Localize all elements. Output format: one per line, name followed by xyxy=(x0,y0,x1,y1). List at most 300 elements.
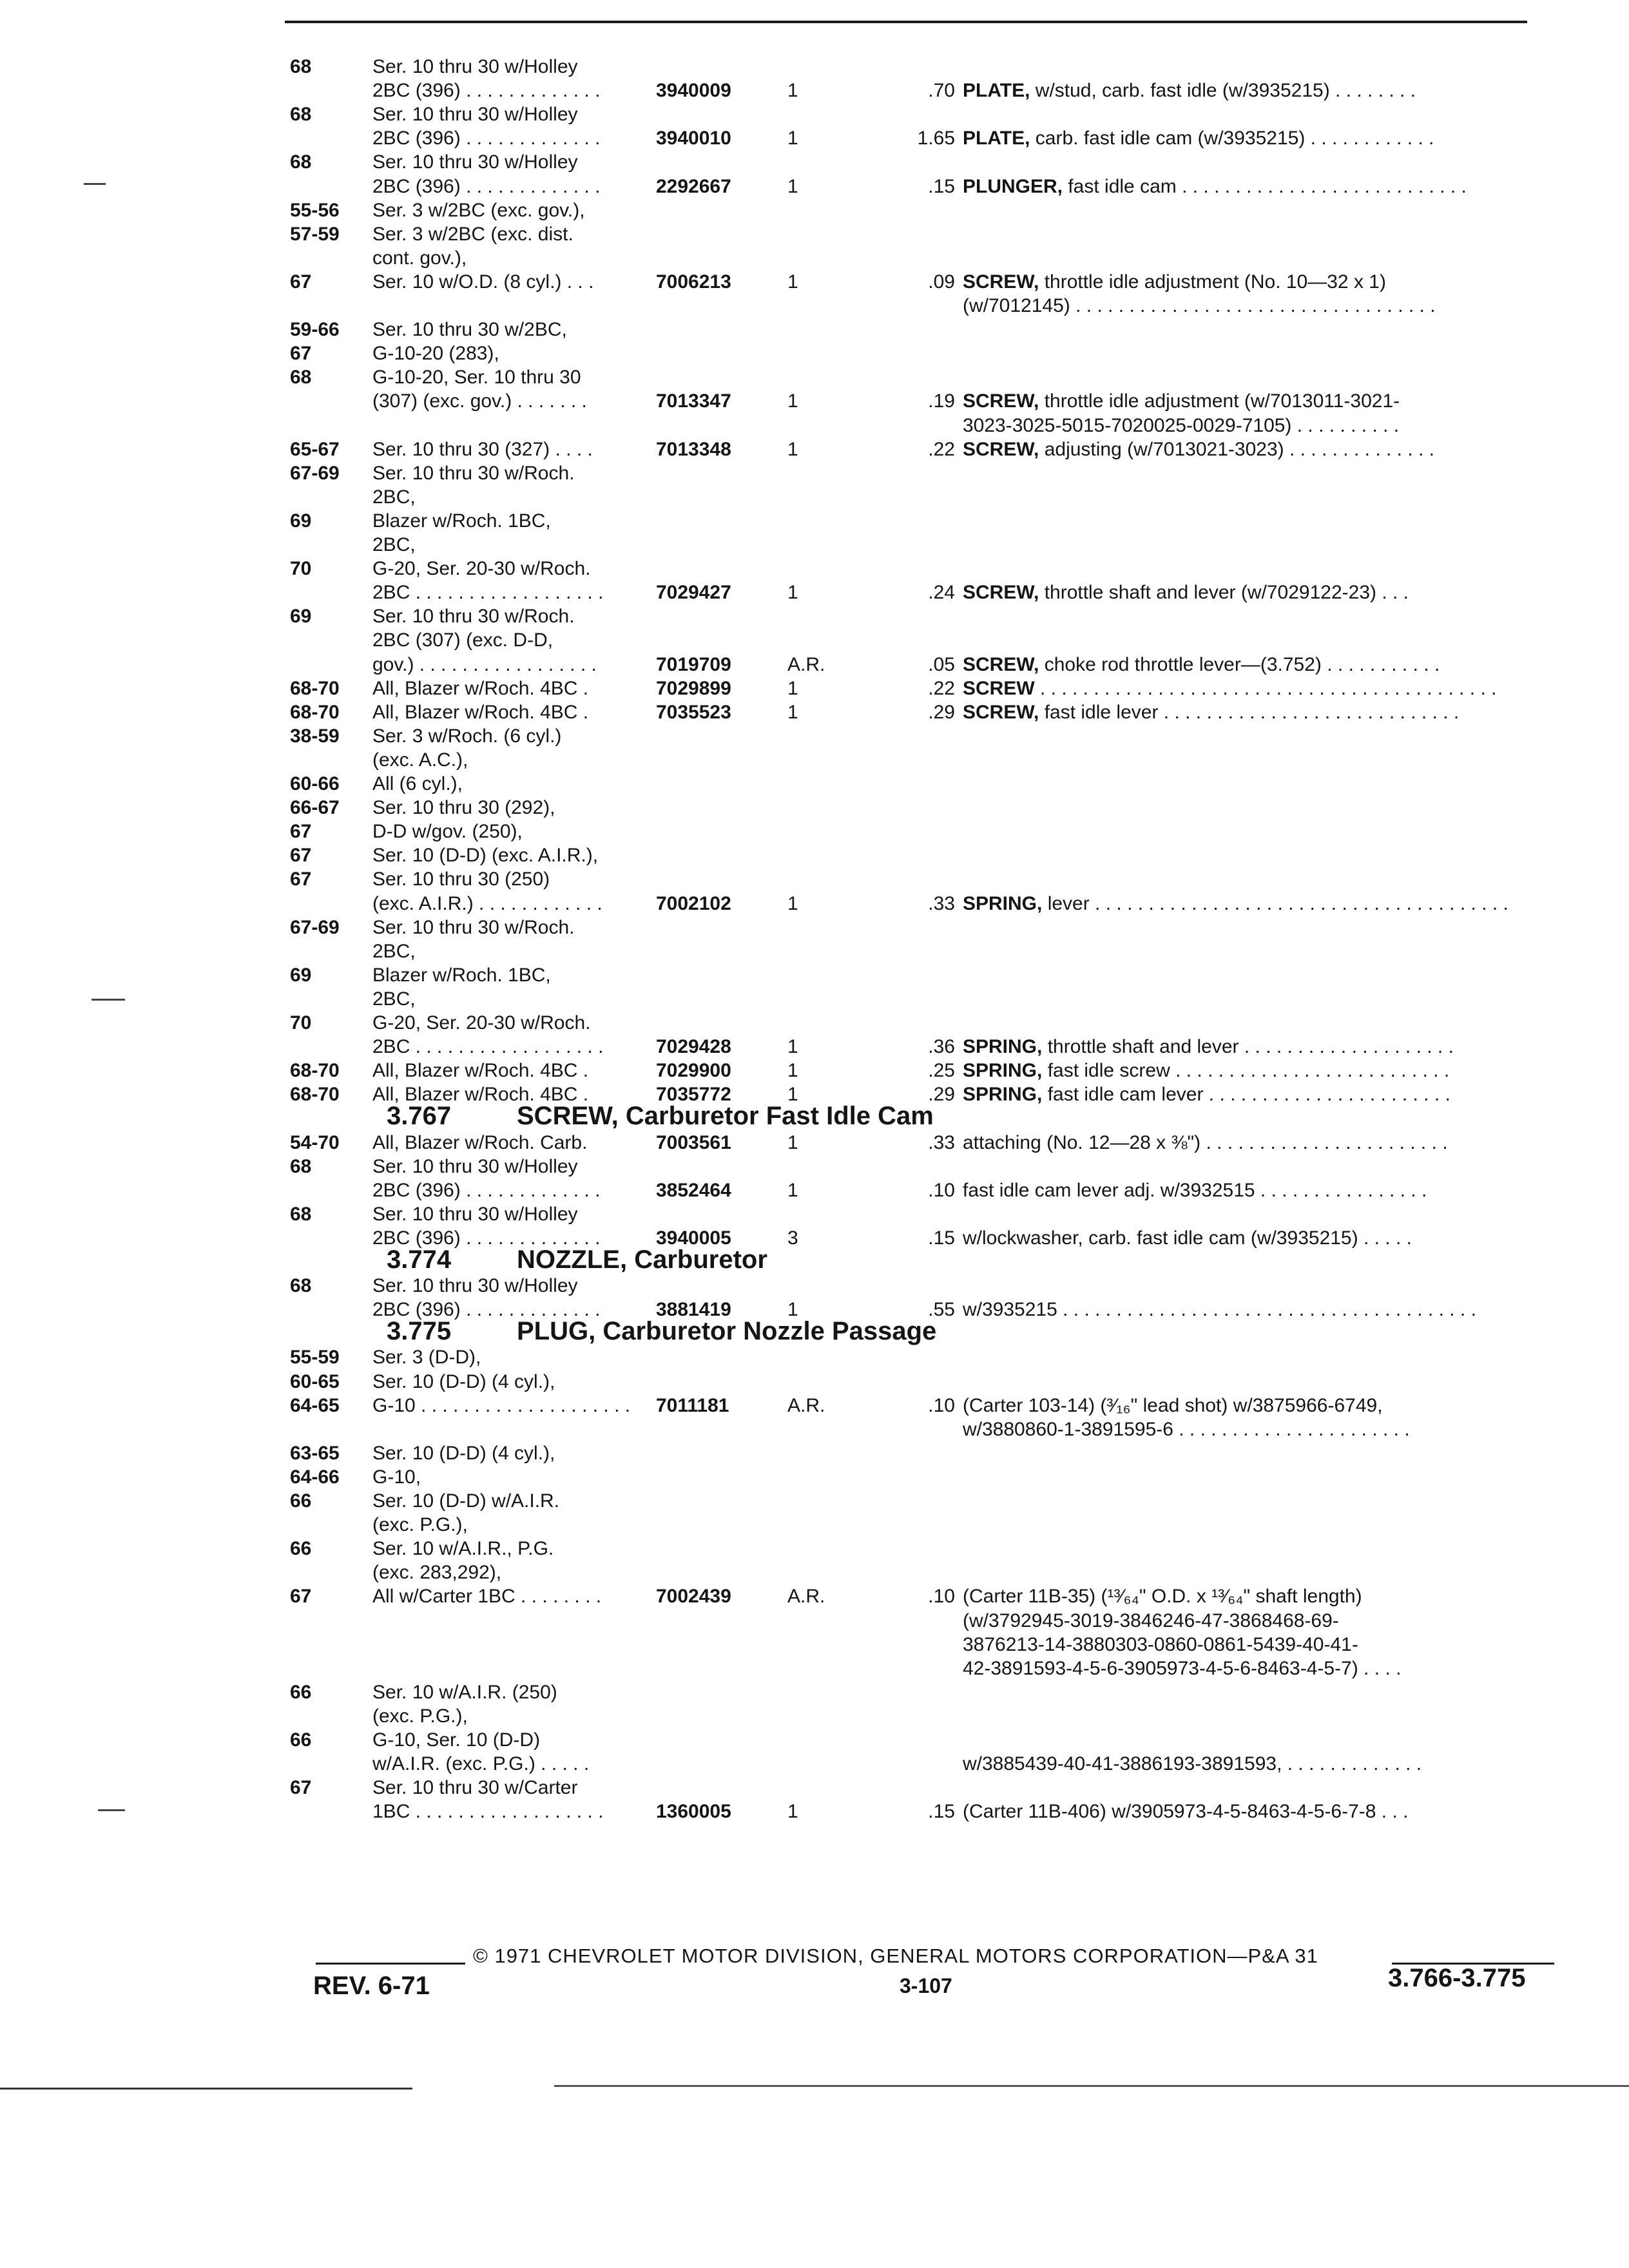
model-years: 69 xyxy=(290,606,312,627)
model-years: 59-66 xyxy=(290,319,340,340)
application: All, Blazer w/Roch. Carb. xyxy=(372,1132,588,1153)
listing-row xyxy=(0,628,1629,653)
listing-row xyxy=(0,532,1629,558)
listing-row xyxy=(0,1369,1629,1395)
quantity: 1 xyxy=(787,582,798,603)
application: G-10-20, Ser. 10 thru 30 xyxy=(372,367,581,388)
listing-row xyxy=(0,867,1629,892)
list-price: .33 xyxy=(928,1132,955,1153)
part-description xyxy=(963,1178,1427,1204)
model-years: 67 xyxy=(290,821,312,842)
part-detail: throttle shaft and lever . . . . . . . . . . . . . . . . . . . . xyxy=(1042,1036,1454,1057)
part-description xyxy=(963,293,1436,319)
list-price: .25 xyxy=(928,1060,955,1081)
application: Ser. 10 thru 30 (250) xyxy=(372,869,550,890)
model-years: 67 xyxy=(290,1586,312,1607)
application: 2BC . . . . . . . . . . . . . . . . . . xyxy=(372,1036,604,1057)
part-number: 7006213 xyxy=(656,271,731,293)
section-number: 3.775 xyxy=(387,1317,452,1345)
part-number: 3881419 xyxy=(656,1299,731,1320)
quantity: 1 xyxy=(787,439,798,460)
listing-row xyxy=(0,1584,1629,1610)
list-price: .05 xyxy=(928,654,955,675)
part-description xyxy=(963,1393,1383,1419)
listing-row xyxy=(0,891,1629,917)
model-years: 66 xyxy=(290,1682,312,1703)
listing-row xyxy=(0,771,1629,797)
quantity: 1 xyxy=(787,271,798,293)
part-detail: (w/3792945-3019-3846246-47-3868468-69- xyxy=(963,1610,1339,1631)
part-description xyxy=(963,1417,1410,1443)
application: (exc. 283,292), xyxy=(372,1562,502,1583)
application: 2BC (396) . . . . . . . . . . . . . xyxy=(372,1180,601,1201)
part-number: 7013347 xyxy=(656,390,731,412)
application: (exc. P.G.), xyxy=(372,1706,468,1727)
listing-row xyxy=(0,389,1629,414)
quantity: A.R. xyxy=(787,1395,825,1416)
part-number: 7035523 xyxy=(656,702,731,723)
listing-row xyxy=(0,1632,1629,1658)
list-price: .15 xyxy=(928,1227,955,1249)
part-number: 2292667 xyxy=(656,176,731,197)
application: G-10, Ser. 10 (D-D) xyxy=(372,1729,541,1751)
model-years: 68 xyxy=(290,151,312,173)
application: w/A.I.R. (exc. P.G.) . . . . . xyxy=(372,1753,590,1774)
listing-row xyxy=(0,413,1629,439)
part-description xyxy=(963,78,1416,104)
model-years: 68-70 xyxy=(290,1084,340,1105)
quantity: 1 xyxy=(787,702,798,723)
part-detail: throttle shaft and lever (w/7029122-23) . . . xyxy=(1039,582,1409,603)
part-detail: fast idle cam . . . . . . . . . . . . . . . . . . . . . . . . . . . xyxy=(1063,176,1467,197)
list-price: .10 xyxy=(928,1586,955,1607)
model-years: 67-69 xyxy=(290,463,340,484)
model-years: 68 xyxy=(290,1156,312,1177)
quantity: 3 xyxy=(787,1227,798,1249)
model-years: 38-59 xyxy=(290,726,340,747)
model-years: 67 xyxy=(290,271,312,293)
application: All (6 cyl.), xyxy=(372,773,463,794)
listing-row xyxy=(0,1799,1629,1825)
application: Blazer w/Roch. 1BC, xyxy=(372,510,551,532)
part-noun: SCREW, xyxy=(963,702,1039,723)
listing-row xyxy=(0,1441,1629,1466)
list-price: .24 xyxy=(928,582,955,603)
application: All, Blazer w/Roch. 4BC . xyxy=(372,1060,589,1081)
list-price: .09 xyxy=(928,271,955,293)
list-price: .10 xyxy=(928,1180,955,1201)
application: Ser. 10 w/A.I.R. (250) xyxy=(372,1682,557,1703)
application: Ser. 10 thru 30 w/Holley xyxy=(372,1204,578,1225)
part-description xyxy=(963,437,1434,463)
listing-row xyxy=(0,1058,1629,1084)
listing-row xyxy=(0,437,1629,463)
part-description xyxy=(963,1034,1454,1060)
list-price: 1.65 xyxy=(917,128,955,149)
list-price: .29 xyxy=(928,702,955,723)
part-description xyxy=(963,126,1434,151)
part-detail: carb. fast idle cam (w/3935215) . . . . . . . . . . . . xyxy=(1030,128,1434,149)
part-noun: SPRING, xyxy=(963,893,1043,914)
quantity: A.R. xyxy=(787,1586,825,1607)
application: Ser. 3 w/Roch. (6 cyl.) xyxy=(372,726,562,747)
listing-row xyxy=(0,1536,1629,1562)
listing-row xyxy=(0,1154,1629,1180)
part-detail: 3876213-14-3880303-0860-0861-5439-40-41- xyxy=(963,1634,1358,1655)
application: 2BC . . . . . . . . . . . . . . . . . . xyxy=(372,582,604,603)
part-detail: w/3880860-1-3891595-6 . . . . . . . . . . . . . . . . . . . . . . xyxy=(963,1419,1410,1440)
model-years: 68 xyxy=(290,104,312,125)
part-description xyxy=(963,1799,1408,1825)
model-years: 55-59 xyxy=(290,1347,340,1368)
quantity: 1 xyxy=(787,678,798,699)
application: 2BC, xyxy=(372,534,416,555)
listing-row xyxy=(0,747,1629,773)
part-description xyxy=(963,676,1496,702)
application: Ser. 3 w/2BC (exc. dist. xyxy=(372,224,574,245)
listing-row xyxy=(0,102,1629,128)
model-years: 54-70 xyxy=(290,1132,340,1153)
section-title: PLUG, Carburetor Nozzle Passage xyxy=(517,1317,937,1345)
listing-row xyxy=(0,604,1629,629)
quantity: 1 xyxy=(787,1036,798,1057)
application: 2BC (396) . . . . . . . . . . . . . xyxy=(372,1299,601,1320)
part-detail: fast idle screw . . . . . . . . . . . . . . . . . . . . . . . . . . xyxy=(1042,1060,1450,1081)
quantity: 1 xyxy=(787,893,798,914)
listing-row xyxy=(0,1202,1629,1227)
part-noun: SCREW, xyxy=(963,390,1039,412)
application: Ser. 10 thru 30 (292), xyxy=(372,797,555,818)
model-years: 64-65 xyxy=(290,1395,340,1416)
part-description xyxy=(963,700,1459,726)
application: Blazer w/Roch. 1BC, xyxy=(372,965,551,986)
quantity: 1 xyxy=(787,1132,798,1153)
listing-row xyxy=(0,222,1629,247)
part-noun: SPRING, xyxy=(963,1036,1043,1057)
listing-row xyxy=(0,508,1629,534)
listing-row xyxy=(0,1034,1629,1060)
listing-row xyxy=(0,1751,1629,1777)
application: Ser. 10 thru 30 w/Holley xyxy=(372,56,578,77)
model-years: 67 xyxy=(290,1777,312,1798)
application: Ser. 10 thru 30 w/Holley xyxy=(372,1156,578,1177)
application: All, Blazer w/Roch. 4BC . xyxy=(372,1084,589,1105)
listing-row xyxy=(0,1178,1629,1204)
listing-row xyxy=(0,963,1629,988)
part-detail: adjusting (w/7013021-3023) . . . . . . . . . . . . . . xyxy=(1039,439,1434,460)
part-description xyxy=(963,1751,1422,1777)
application: Ser. 10 thru 30 w/2BC, xyxy=(372,319,567,340)
quantity: 1 xyxy=(787,1180,798,1201)
listing-row xyxy=(0,1608,1629,1634)
application: Ser. 10 thru 30 w/Holley xyxy=(372,1275,578,1296)
top-rule xyxy=(285,21,1527,23)
listing-row xyxy=(0,245,1629,271)
listing-row xyxy=(0,1775,1629,1801)
application: 2BC (396) . . . . . . . . . . . . . xyxy=(372,128,601,149)
part-description xyxy=(963,1584,1362,1610)
part-number: 7011181 xyxy=(656,1395,729,1416)
part-description xyxy=(963,1656,1401,1682)
listing-row xyxy=(0,915,1629,941)
quantity: 1 xyxy=(787,128,798,149)
part-noun: PLATE, xyxy=(963,128,1030,149)
part-description xyxy=(963,1130,1448,1156)
quantity: 1 xyxy=(787,176,798,197)
model-years: 57-59 xyxy=(290,224,340,245)
application: Ser. 3 (D-D), xyxy=(372,1347,481,1368)
part-number: 3852464 xyxy=(656,1180,731,1201)
part-detail: (Carter 11B-406) w/3905973-4-5-8463-4-5-6-7-8 . . . xyxy=(963,1801,1409,1822)
application: All, Blazer w/Roch. 4BC . xyxy=(372,702,589,723)
listing-row xyxy=(0,1727,1629,1753)
application: 2BC (307) (exc. D-D, xyxy=(372,629,554,651)
application: Ser. 10 thru 30 w/Carter xyxy=(372,1777,578,1798)
list-price: .15 xyxy=(928,1801,955,1822)
part-number: 7035772 xyxy=(656,1084,731,1105)
part-number: 7029428 xyxy=(656,1036,731,1057)
application: 2BC (396) . . . . . . . . . . . . . xyxy=(372,80,601,101)
part-number: 1360005 xyxy=(656,1801,731,1822)
part-detail: throttle idle adjustment (w/7013011-3021- xyxy=(1039,390,1400,412)
application: Ser. 10 (D-D) (4 cyl.), xyxy=(372,1371,555,1392)
application: cont. gov.), xyxy=(372,247,467,269)
model-years: 66-67 xyxy=(290,797,340,818)
part-detail: . . . . . . . . . . . . . . . . . . . . . . . . . . . . . . . . . . . . . . . . . . . xyxy=(1034,678,1497,699)
part-detail: w/lockwasher, carb. fast idle cam (w/3935215) . . . . . xyxy=(963,1227,1412,1249)
model-years: 63-65 xyxy=(290,1443,340,1464)
listing-row xyxy=(0,986,1629,1012)
part-description xyxy=(963,1632,1358,1658)
listing-row xyxy=(0,676,1629,702)
listing-row xyxy=(0,174,1629,200)
listing-row xyxy=(0,1512,1629,1538)
listing-row xyxy=(0,556,1629,582)
model-years: 68 xyxy=(290,367,312,388)
part-detail: fast idle cam lever . . . . . . . . . . . . . . . . . . . . . . . xyxy=(1042,1084,1451,1105)
list-price: .19 xyxy=(928,390,955,412)
footer-rule-left xyxy=(316,1963,465,1965)
application: Ser. 10 thru 30 w/Roch. xyxy=(372,917,575,938)
part-number: 3940005 xyxy=(656,1227,731,1249)
listing-row xyxy=(0,1417,1629,1443)
bottom-rule-left xyxy=(0,2088,412,2090)
list-price: .36 xyxy=(928,1036,955,1057)
listing-row xyxy=(0,1345,1629,1370)
part-noun: SCREW, xyxy=(963,439,1039,460)
listing-row xyxy=(0,485,1629,510)
part-description xyxy=(963,580,1409,606)
part-number: 7003561 xyxy=(656,1132,731,1153)
application: 2BC, xyxy=(372,988,416,1010)
part-noun: PLATE, xyxy=(963,80,1030,101)
listing-row xyxy=(0,126,1629,151)
listing-row xyxy=(0,1225,1629,1251)
part-noun: SCREW, xyxy=(963,654,1039,675)
part-noun: SCREW, xyxy=(963,271,1039,293)
listing-row xyxy=(0,1488,1629,1514)
list-price: .22 xyxy=(928,439,955,460)
model-years: 69 xyxy=(290,510,312,532)
application: 2BC, xyxy=(372,486,416,508)
part-number: 7013348 xyxy=(656,439,731,460)
listing-row xyxy=(0,1680,1629,1706)
listing-row xyxy=(0,461,1629,486)
listing-row xyxy=(0,795,1629,821)
listing-row xyxy=(0,149,1629,175)
model-years: 55-56 xyxy=(290,200,340,221)
listing-row xyxy=(0,293,1629,319)
part-description xyxy=(963,269,1386,295)
list-price: .33 xyxy=(928,893,955,914)
model-years: 68 xyxy=(290,56,312,77)
part-detail: w/3935215 . . . . . . . . . . . . . . . . . . . . . . . . . . . . . . . . . . . . . . . xyxy=(963,1299,1476,1320)
application: 1BC . . . . . . . . . . . . . . . . . . xyxy=(372,1801,604,1822)
listing-row xyxy=(0,1010,1629,1036)
revision-label: REV. 6-71 xyxy=(313,1972,430,2000)
model-years: 66 xyxy=(290,1538,312,1559)
section-number: 3.767 xyxy=(387,1102,452,1130)
list-price: .22 xyxy=(928,678,955,699)
application: (307) (exc. gov.) . . . . . . . xyxy=(372,390,587,412)
listing-row xyxy=(0,1656,1629,1682)
part-description xyxy=(963,652,1440,678)
application: G-10-20 (283), xyxy=(372,343,499,364)
part-detail: fast idle lever . . . . . . . . . . . . . . . . . . . . . . . . . . . . xyxy=(1039,702,1460,723)
bottom-rule-right xyxy=(554,2085,1629,2087)
part-description xyxy=(963,1082,1451,1108)
part-detail: 42-3891593-4-5-6-3905973-4-5-6-8463-4-5-7) . . . . xyxy=(963,1658,1402,1679)
listing-row xyxy=(0,1130,1629,1156)
model-years: 68 xyxy=(290,1275,312,1296)
part-noun: SPRING, xyxy=(963,1060,1043,1081)
application: Ser. 10 w/A.I.R., P.G. xyxy=(372,1538,554,1559)
listing-row xyxy=(0,1273,1629,1299)
list-price: .55 xyxy=(928,1299,955,1320)
application: (exc. A.I.R.) . . . . . . . . . . . . xyxy=(372,893,602,914)
model-years: 66 xyxy=(290,1729,312,1751)
part-description xyxy=(963,1608,1339,1634)
section-number: 3.774 xyxy=(387,1245,452,1274)
part-detail: w/stud, carb. fast idle (w/3935215) . . . . . . . . xyxy=(1030,80,1416,101)
application: Ser. 10 thru 30 w/Holley xyxy=(372,104,578,125)
listing-row xyxy=(0,1465,1629,1490)
application: (exc. P.G.), xyxy=(372,1514,468,1535)
application: All w/Carter 1BC . . . . . . . . xyxy=(372,1586,602,1607)
application: Ser. 10 thru 30 w/Roch. xyxy=(372,463,575,484)
page-number: 3-107 xyxy=(900,1974,952,1997)
quantity: A.R. xyxy=(787,654,825,675)
application: 2BC (396) . . . . . . . . . . . . . xyxy=(372,176,601,197)
listing-row xyxy=(0,700,1629,726)
listing-row xyxy=(0,1704,1629,1729)
application: gov.) . . . . . . . . . . . . . . . . . xyxy=(372,654,597,675)
part-number: 7029427 xyxy=(656,582,731,603)
application: G-10, xyxy=(372,1466,421,1488)
quantity: 1 xyxy=(787,1299,798,1320)
model-years: 68-70 xyxy=(290,678,340,699)
application: D-D w/gov. (250), xyxy=(372,821,523,842)
part-description xyxy=(963,891,1509,917)
model-years: 70 xyxy=(290,558,312,579)
listing-row xyxy=(0,78,1629,104)
part-detail: throttle idle adjustment (No. 10—32 x 1) xyxy=(1039,271,1386,293)
part-detail: attaching (No. 12—28 x ⅜") . . . . . . . . . . . . . . . . . . . . . . . xyxy=(963,1132,1448,1153)
part-number: 3940009 xyxy=(656,80,731,101)
model-years: 65-67 xyxy=(290,439,340,460)
part-detail: (w/7012145) . . . . . . . . . . . . . . . . . . . . . . . . . . . . . . . . . . xyxy=(963,295,1436,316)
listing-row xyxy=(0,843,1629,869)
section-title: NOZZLE, Carburetor xyxy=(517,1245,767,1274)
application: Ser. 10 (D-D) (4 cyl.), xyxy=(372,1443,555,1464)
listing-row xyxy=(0,652,1629,678)
application: Ser. 10 thru 30 w/Roch. xyxy=(372,606,575,627)
model-years: 67-69 xyxy=(290,917,340,938)
part-description xyxy=(963,1297,1476,1323)
listing-row xyxy=(0,819,1629,845)
application: Ser. 10 w/O.D. (8 cyl.) . . . xyxy=(372,271,594,293)
listing-row xyxy=(0,1560,1629,1586)
part-number: 7002439 xyxy=(656,1586,731,1607)
part-description xyxy=(963,174,1467,200)
part-detail: w/3885439-40-41-3886193-3891593, . . . . . . . . . . . . . xyxy=(963,1753,1422,1774)
quantity: 1 xyxy=(787,80,798,101)
quantity: 1 xyxy=(787,390,798,412)
part-description xyxy=(963,1225,1412,1251)
application: G-20, Ser. 20-30 w/Roch. xyxy=(372,1012,591,1033)
part-detail: (Carter 103-14) (³⁄₁₆" lead shot) w/3875966-6749, xyxy=(963,1395,1383,1416)
part-number: 7029899 xyxy=(656,678,731,699)
list-price: .70 xyxy=(928,80,955,101)
listing-row xyxy=(0,724,1629,749)
application: Ser. 10 thru 30 w/Holley xyxy=(372,151,578,173)
model-years: 70 xyxy=(290,1012,312,1033)
listing-row xyxy=(0,1393,1629,1419)
list-price: .15 xyxy=(928,176,955,197)
part-noun: SPRING, xyxy=(963,1084,1043,1105)
part-noun: SCREW xyxy=(963,678,1035,699)
model-years: 68-70 xyxy=(290,702,340,723)
list-price: .10 xyxy=(928,1395,955,1416)
part-detail: 3023-3025-5015-7020025-0029-7105) . . . . . . . . . . xyxy=(963,415,1400,436)
list-price: .29 xyxy=(928,1084,955,1105)
quantity: 1 xyxy=(787,1060,798,1081)
application: (exc. A.C.), xyxy=(372,749,468,771)
part-description xyxy=(963,389,1400,414)
model-years: 67 xyxy=(290,869,312,890)
model-years: 60-66 xyxy=(290,773,340,794)
application: G-20, Ser. 20-30 w/Roch. xyxy=(372,558,591,579)
listing-row xyxy=(0,341,1629,367)
part-detail: choke rod throttle lever—(3.752) . . . . . . . . . . . xyxy=(1039,654,1440,675)
quantity: 1 xyxy=(787,1084,798,1105)
listing-row xyxy=(0,939,1629,965)
model-years: 67 xyxy=(290,845,312,866)
model-years: 69 xyxy=(290,965,312,986)
model-years: 64-66 xyxy=(290,1466,340,1488)
listing-row xyxy=(0,317,1629,343)
application: 2BC, xyxy=(372,941,416,962)
application: Ser. 3 w/2BC (exc. gov.), xyxy=(372,200,585,221)
part-detail: fast idle cam lever adj. w/3932515 . . . . . . . . . . . . . . . . xyxy=(963,1180,1427,1201)
listing-row xyxy=(0,198,1629,224)
application: Ser. 10 (D-D) (exc. A.I.R.), xyxy=(372,845,599,866)
part-detail: lever . . . . . . . . . . . . . . . . . . . . . . . . . . . . . . . . . . . . . . . xyxy=(1042,893,1509,914)
application: All, Blazer w/Roch. 4BC . xyxy=(372,678,589,699)
listing-row xyxy=(0,54,1629,80)
quantity: 1 xyxy=(787,1801,798,1822)
application: 2BC (396) . . . . . . . . . . . . . xyxy=(372,1227,601,1249)
